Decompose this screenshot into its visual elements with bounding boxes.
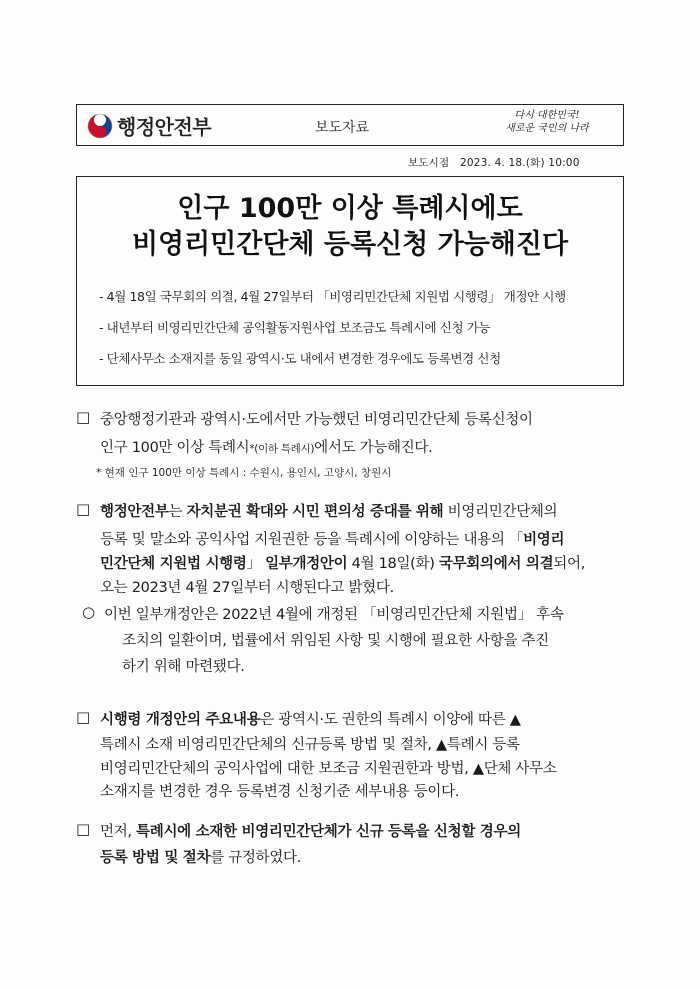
square-bullet: □	[76, 408, 91, 426]
square-bullet: □	[76, 500, 91, 518]
text-run: 먼저,	[100, 824, 137, 840]
subtitle-bullet: - 4월 18일 국무회의 의결, 4월 27일부터 「비영리민간단체 지원법 시행령」 개정안 시행	[99, 289, 566, 304]
paragraph-line: 비영리민간단체의 공익사업에 대한 보조금 지원권한과 방법, ▲단체 사무소	[100, 761, 557, 777]
ministry-name: 행정안전부	[117, 115, 212, 139]
paragraph-line	[100, 820, 521, 841]
text-run: 비영리민간단체의	[443, 504, 558, 520]
text-run: 등록 및 말소와 공익사업 지원권한 등을 특례시에 이양하는 내용의 「	[100, 532, 524, 548]
text-run: 되어,	[553, 556, 586, 572]
page-title	[77, 191, 623, 263]
header-box	[76, 104, 624, 146]
bold-run: 국무회의에서 의결	[438, 556, 554, 572]
slogan-line: 새로운 국민의 나라	[505, 123, 589, 134]
paragraph-line: 오는 2023년 4월 27일부터 시행된다고 밝혔다.	[100, 580, 394, 596]
text-run: 4월 18일(화)	[347, 556, 439, 572]
text-run: 은 광역시·도 권한의 특례시 이양에 따른 ▲	[260, 712, 521, 728]
slogan	[481, 109, 613, 135]
bold-run: 행정안전부	[100, 504, 169, 520]
bold-run: 특례시에 소재한 비영리민간단체가 신규 등록을 신청할 경우의	[136, 824, 521, 840]
bold-run: 시행령 개정안의 주요내용	[100, 712, 261, 728]
square-bullet: □	[76, 820, 91, 838]
paragraph-line: 조치의 일환이며, 법률에서 위임된 사항 및 시행에 필요한 사항을 추진	[122, 633, 549, 649]
taegeuk-emblem-icon	[87, 113, 113, 139]
text-run: 를 규정하였다.	[210, 850, 302, 866]
square-bullet: □	[76, 708, 91, 726]
text-run: 인구 100만 이상 특례시	[100, 440, 250, 456]
paragraph-line: 이번 일부개정안은 2022년 4월에 개정된 「비영리민간단체 지원법」 후속	[104, 607, 564, 623]
bold-run: 일부개정안이	[265, 556, 348, 572]
paragraph-line	[100, 436, 432, 457]
title-box	[76, 176, 624, 386]
ministry-logo	[87, 111, 211, 140]
subtitle-bullet: - 내년부터 비영리민간단체 공익활동지원사업 보조금도 특례시에 신청 가능	[99, 320, 491, 335]
release-label: 보도자료	[315, 120, 370, 136]
paragraph-line	[100, 846, 301, 867]
text-run: 는	[168, 504, 187, 520]
paragraph-line	[100, 552, 585, 573]
paragraph-line: 하기 위해 마련됐다.	[122, 659, 245, 675]
title-line: 인구 100만 이상 특례시에도	[177, 193, 523, 224]
bold-run: 등록 방법 및 절차	[100, 850, 211, 866]
footnote: * 현재 인구 100만 이상 특례시 : 수원시, 용인시, 고양시, 창원시	[96, 467, 392, 479]
slogan-line: 다시 대한민국!	[514, 110, 580, 121]
text-run: 」	[246, 556, 266, 572]
circle-bullet: ○	[82, 603, 96, 621]
title-line: 비영리민간단체 등록신청 가능해진다	[131, 229, 569, 260]
text-run: 에서도 가능해진다.	[314, 440, 433, 456]
bold-run: 민간단체 지원법 시행령	[100, 556, 247, 572]
paragraph-line: 특례시 소재 비영리민간단체의 신규등록 방법 및 절차, ▲특례시 등록	[100, 737, 520, 753]
paragraph-line	[100, 528, 564, 549]
bold-run: 자치분권 확대와 시민 편의성 증대를 위해	[186, 504, 444, 520]
paragraph-line: 소재지를 변경한 경우 등록변경 신청기준 세부내용 등이다.	[100, 784, 460, 800]
paragraph-line	[100, 708, 521, 729]
release-time: 보도시점 2023. 4. 18.(화) 10:00	[408, 157, 580, 169]
paragraph-line	[100, 500, 557, 521]
bold-run: 비영리	[523, 532, 565, 548]
paragraph-line: 중앙행정기관과 광역시·도에서만 가능했던 비영리민간단체 등록신청이	[100, 412, 533, 428]
footnote-ref: *(이하 특례시)	[249, 443, 315, 455]
subtitle-bullet: - 단체사무소 소재지를 동일 광역시·도 내에서 변경한 경우에도 등록변경 신청	[99, 351, 501, 366]
